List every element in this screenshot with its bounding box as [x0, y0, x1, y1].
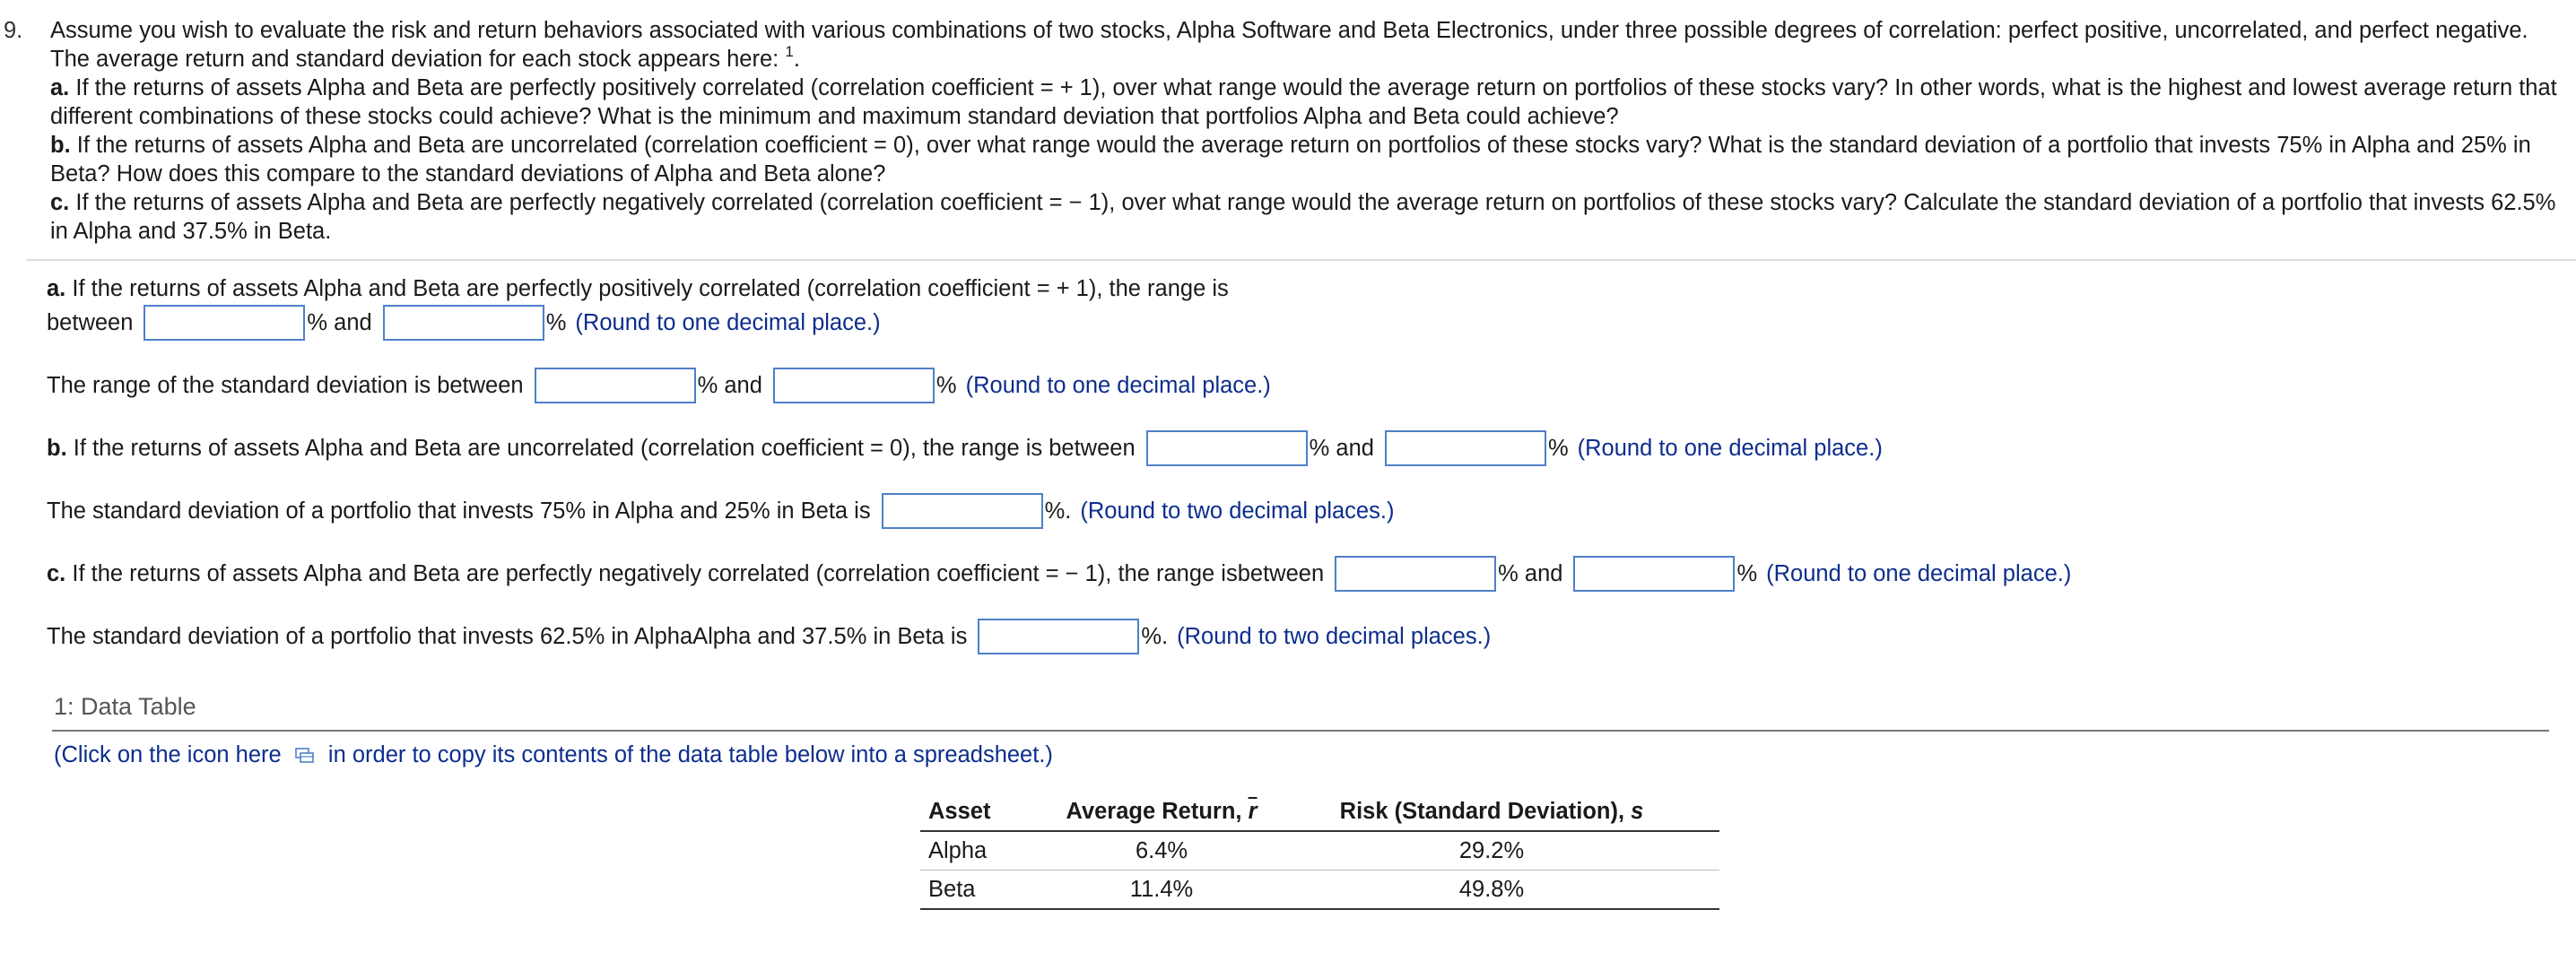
data-table-title: 1: Data Table — [54, 693, 196, 720]
question-intro: Assume you wish to evaluate the risk and return behaviors associated with various combinations of two stocks, Alpha Software and Beta Electronics, under three possible degrees of correlation: perfect positive, uncorrelated, and perfect negative. The average return and standard deviation for each stock appears here: $^1$. — [50, 18, 2528, 72]
b-return-max-input[interactable] — [1385, 430, 1546, 466]
answer-b-stdev-line: The standard deviation of a portfolio that invests 75% in Alpha and 25% in Beta is %. (Round to two decimal places.) — [47, 493, 1394, 529]
table-row: Beta 11.4% 49.8% — [920, 871, 1719, 910]
question-part-c: c. If the returns of assets Alpha and Beta are perfectly negatively correlated (correlation coefficient = − 1), over what range would the average return on portfolios of these stocks vary? Calculate the standard deviation of a portfolio that invests 62.5% in Alpha and 37.5% in Beta. — [50, 190, 2556, 244]
a-return-max-input[interactable] — [383, 305, 544, 341]
question-text — [50, 16, 2565, 246]
c-return-min-input[interactable] — [1335, 556, 1496, 592]
header-asset: Asset — [920, 793, 1059, 831]
b-stdev-input[interactable] — [882, 493, 1043, 529]
c-stdev-input[interactable] — [978, 619, 1139, 654]
section-divider — [27, 259, 2576, 261]
rounding-hint: (Round to one decimal place.) — [965, 373, 1271, 398]
copy-spreadsheet-icon[interactable] — [295, 742, 315, 758]
header-avg-return: Average Return, $\overline{r}$ — [1059, 793, 1264, 831]
answer-c-range-line: c. If the returns of assets Alpha and Beta are perfectly negatively correlated (correlation coefficient = − 1), the range isbetween % and % (Round to one decimal place.) — [47, 556, 2071, 592]
answer-a-range-line1: a. If the returns of assets Alpha and Beta are perfectly positively correlated (correlation coefficient = + 1), the range is — [47, 276, 1229, 301]
answer-a-range-line2: between % and % (Round to one decimal place.) — [47, 305, 881, 341]
copy-data-link: (Click on the icon here in order to copy its contents of the data table below into a spreadsheet.) — [54, 742, 1053, 767]
header-risk: Risk (Standard Deviation), s — [1264, 793, 1719, 831]
question-part-b: b. If the returns of assets Alpha and Beta are uncorrelated (correlation coefficient = 0), over what range would the average return on portfolios of these stocks vary? What is the standard deviation of a portfolio that invests 75% in Alpha and 25% in Beta? How does this compare to the standard deviations of Alpha and Beta alone? — [50, 133, 2531, 186]
a-stdev-max-input[interactable] — [773, 368, 935, 403]
question-number: 9. — [4, 18, 23, 43]
answer-b-range-line: b. If the returns of assets Alpha and Beta are uncorrelated (correlation coefficient = 0), the range is between % and % (Round to one decimal place.) — [47, 430, 1883, 466]
rounding-hint: (Round to two decimal places.) — [1080, 498, 1395, 524]
rounding-hint: (Round to one decimal place.) — [575, 310, 881, 335]
table-row: Alpha 6.4% 29.2% — [920, 831, 1719, 871]
a-return-min-input[interactable] — [144, 305, 305, 341]
rounding-hint: (Round to one decimal place.) — [1577, 436, 1883, 461]
footnote-ref[interactable]: 1 — [785, 43, 794, 60]
b-return-min-input[interactable] — [1146, 430, 1308, 466]
table-header-row — [920, 793, 1719, 831]
question-part-a: a. If the returns of assets Alpha and Beta are perfectly positively correlated (correlation coefficient = + 1), over what range would the average return on portfolios of these stocks vary? In other words, what is the highest and lowest average return that different combinations of these stocks could achieve? What is the minimum and maximum standard deviation that portfolios Alpha and Beta could achieve? — [50, 75, 2557, 129]
rounding-hint: (Round to one decimal place.) — [1766, 561, 2072, 586]
data-table-rule — [52, 730, 2549, 732]
answer-a-stdev-line: The range of the standard deviation is between % and % (Round to one decimal place.) — [47, 368, 1271, 403]
c-return-max-input[interactable] — [1573, 556, 1735, 592]
answer-c-stdev-line: The standard deviation of a portfolio that invests 62.5% in AlphaAlpha and 37.5% in Beta is %. (Round to two decimal places.) — [47, 619, 1491, 654]
question-block — [0, 16, 2565, 246]
a-stdev-min-input[interactable] — [535, 368, 696, 403]
rounding-hint: (Round to two decimal places.) — [1177, 624, 1492, 649]
data-table — [920, 793, 1719, 910]
